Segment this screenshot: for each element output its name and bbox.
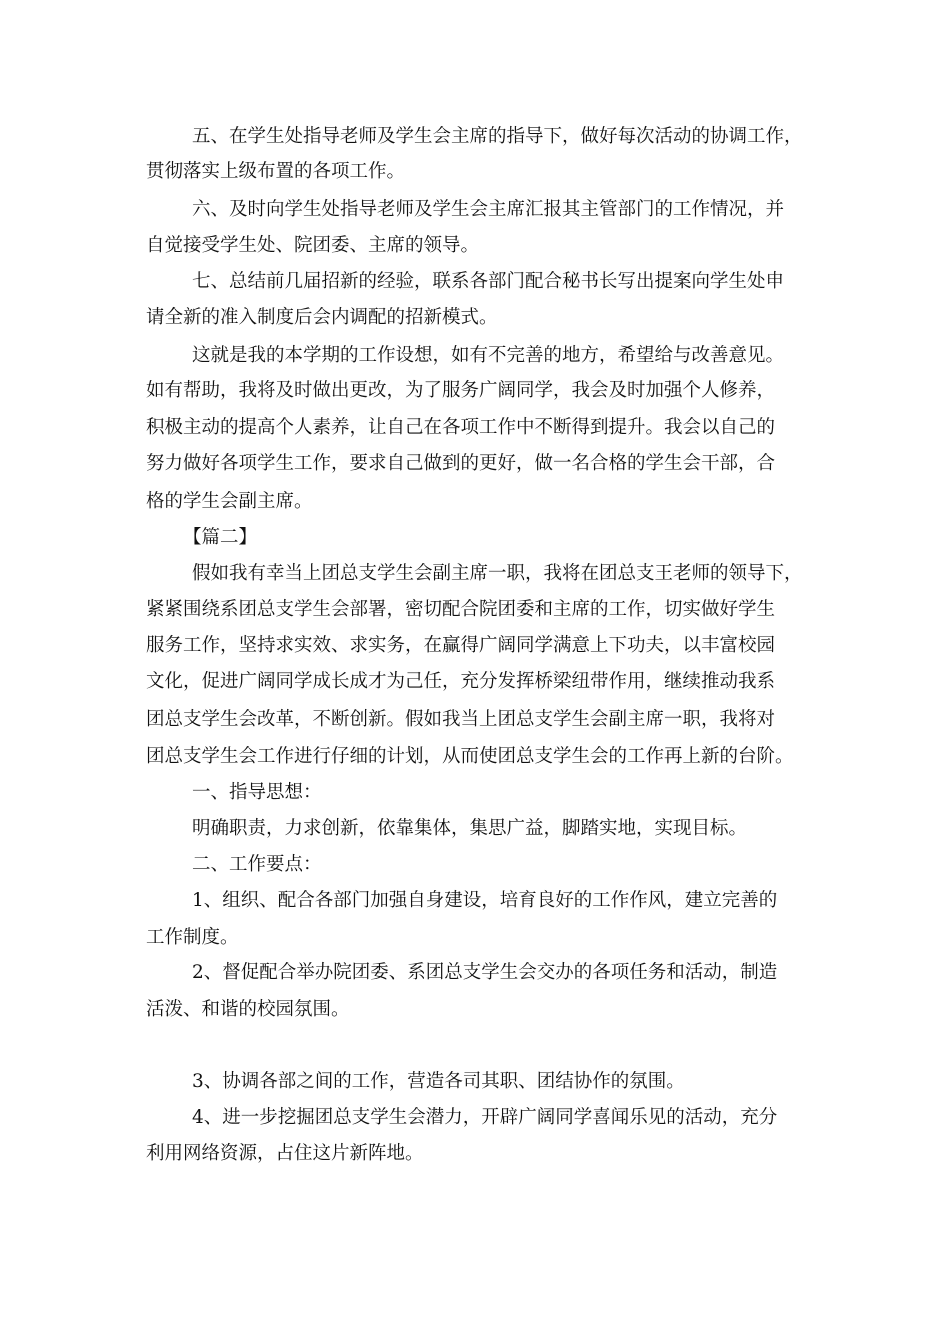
text-line: 服务工作，坚持求实效、求实务，在赢得广阔同学满意上下功夫，以丰富校园 [146,635,776,656]
text-line: 紧紧围绕系团总支学生会部署，密切配合院团委和主席的工作，切实做好学生 [146,599,776,620]
text-line: 工作制度。 [146,927,239,948]
text-line: 团总支学生会改革，不断创新。假如我当上团总支学生会副主席一职，我将对 [146,709,776,730]
subheading: 二、工作要点： [192,854,322,875]
text-line: 如有帮助，我将及时做出更改，为了服务广阔同学，我会及时加强个人修养， [146,380,776,401]
text-line: 活泼、和谐的校园氛围。 [146,999,350,1020]
text-line: 2、督促配合举办院团委、系团总支学生会交办的各项任务和活动，制造 [192,962,778,983]
text-line: 五、在学生处指导老师及学生会主席的指导下，做好每次活动的协调工作， [192,126,803,147]
text-line: 3、协调各部之间的工作，营造各司其职、团结协作的氛围。 [192,1071,685,1092]
text-line: 积极主动的提高个人素养，让自己在各项工作中不断得到提升。我会以自己的 [146,417,776,438]
text-line: 贯彻落实上级布置的各项工作。 [146,161,406,182]
text-line: 文化，促进广阔同学成长成才为己任，充分发挥桥梁纽带作用，继续推动我系 [146,671,776,692]
text-line: 利用网络资源，占住这片新阵地。 [146,1143,424,1164]
text-line: 这就是我的本学期的工作设想，如有不完善的地方，希望给与改善意见。 [192,345,785,366]
text-line: 格的学生会副主席。 [146,491,313,512]
text-line: 自觉接受学生处、院团委、主席的领导。 [146,235,480,256]
text-line: 请全新的准入制度后会内调配的招新模式。 [146,307,498,328]
section-heading: 【篇二】 [183,527,258,548]
text-line: 团总支学生会工作进行仔细的计划，从而使团总支学生会的工作再上新的台阶。 [146,746,794,767]
text-line: 六、及时向学生处指导老师及学生会主席汇报其主管部门的工作情况，并 [192,199,785,220]
text-line: 努力做好各项学生工作，要求自己做到的更好，做一名合格的学生会干部，合 [146,453,776,474]
text-line: 假如我有幸当上团总支学生会副主席一职，我将在团总支王老师的领导下， [192,563,803,584]
text-line: 4、进一步挖掘团总支学生会潜力，开辟广阔同学喜闻乐见的活动，充分 [192,1107,778,1128]
text-line: 七、总结前几届招新的经验，联系各部门配合秘书长写出提案向学生处申 [192,271,785,292]
text-line: 明确职责，力求创新，依靠集体，集思广益，脚踏实地，实现目标。 [192,818,748,839]
subheading: 一、指导思想： [192,782,322,803]
text-line: 1、组织、配合各部门加强自身建设，培育良好的工作作风，建立完善的 [192,890,778,911]
